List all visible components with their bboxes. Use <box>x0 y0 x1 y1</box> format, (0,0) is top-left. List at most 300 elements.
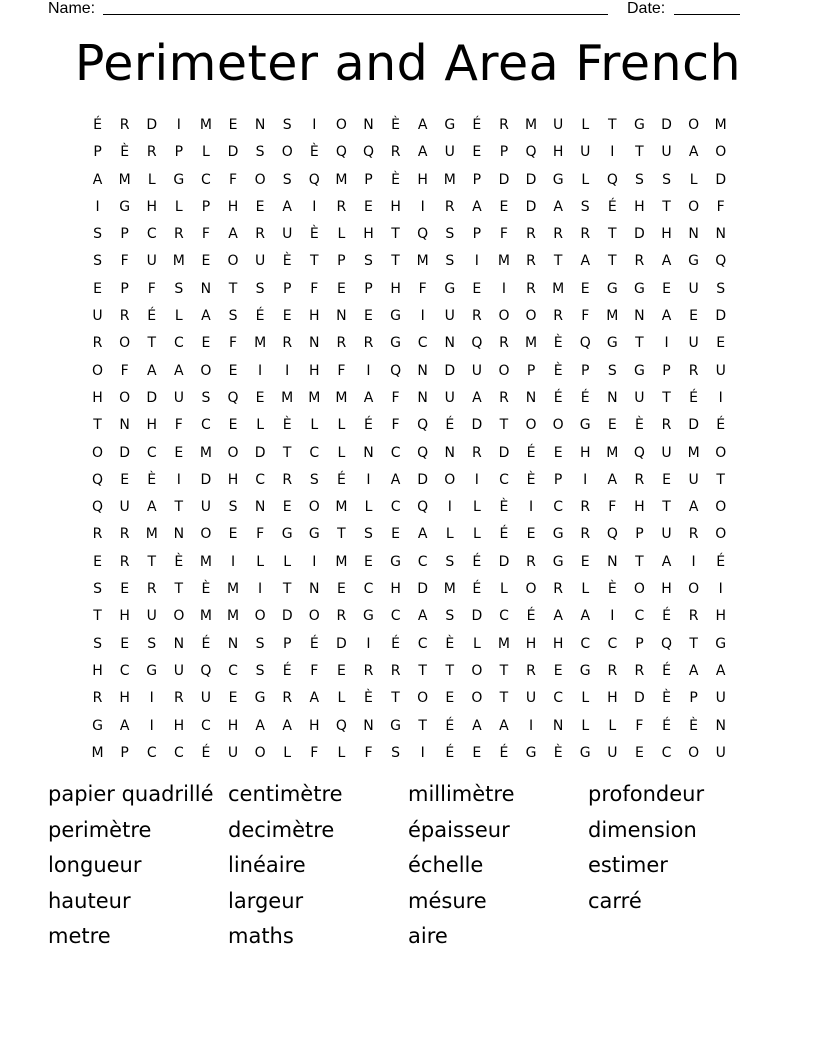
grid-letter[interactable]: P <box>282 635 292 652</box>
grid-letter[interactable]: A <box>146 499 157 516</box>
grid-letter[interactable]: T <box>499 662 509 679</box>
grid-letter[interactable]: L <box>581 581 590 598</box>
grid-letter[interactable]: F <box>174 417 183 434</box>
grid-letter[interactable]: G <box>281 526 293 543</box>
grid-letter[interactable]: O <box>308 608 320 625</box>
grid-letter[interactable]: F <box>147 280 156 297</box>
grid-letter[interactable]: P <box>472 226 482 243</box>
grid-letter[interactable]: R <box>255 226 265 243</box>
grid-letter[interactable]: C <box>390 499 401 516</box>
grid-letter[interactable]: E <box>553 444 563 461</box>
grid-letter[interactable]: Q <box>335 144 347 161</box>
grid-letter[interactable]: O <box>92 444 104 461</box>
grid-letter[interactable]: G <box>688 253 700 270</box>
grid-letter[interactable]: T <box>499 417 509 434</box>
grid-letter[interactable]: D <box>146 117 158 133</box>
grid-letter[interactable]: R <box>526 662 536 679</box>
grid-letter[interactable]: È <box>553 362 563 379</box>
grid-letter[interactable]: E <box>228 690 238 707</box>
grid-letter[interactable]: U <box>661 144 672 161</box>
grid-letter[interactable]: G <box>579 744 591 761</box>
grid-letter[interactable]: R <box>553 308 563 325</box>
grid-letter[interactable]: S <box>228 499 238 516</box>
grid-letter[interactable]: È <box>282 253 292 270</box>
grid-letter[interactable]: R <box>363 335 374 352</box>
grid-letter[interactable]: H <box>119 608 130 625</box>
grid-letter[interactable]: H <box>661 581 672 598</box>
grid-letter[interactable]: E <box>364 308 373 325</box>
grid-letter[interactable]: F <box>310 662 319 679</box>
grid-letter[interactable]: R <box>580 226 591 243</box>
grid-letter[interactable]: P <box>581 362 590 379</box>
grid-letter[interactable]: H <box>92 662 103 679</box>
grid-letter[interactable]: U <box>661 526 672 543</box>
grid-letter[interactable]: I <box>149 717 154 734</box>
grid-letter[interactable]: Q <box>471 335 483 352</box>
grid-letter[interactable]: P <box>526 362 536 379</box>
grid-letter[interactable]: U <box>661 444 672 461</box>
grid-letter[interactable]: G <box>390 553 401 570</box>
grid-letter[interactable]: E <box>228 117 238 133</box>
grid-letter[interactable]: I <box>501 280 507 297</box>
grid-letter[interactable]: É <box>255 308 265 325</box>
grid-letter[interactable]: U <box>200 499 212 516</box>
grid-letter[interactable]: U <box>444 144 455 161</box>
grid-letter[interactable]: Q <box>417 499 429 516</box>
grid-letter[interactable]: O <box>119 335 131 352</box>
grid-letter[interactable]: R <box>471 308 482 325</box>
grid-letter[interactable]: E <box>255 198 265 215</box>
grid-letter[interactable]: O <box>471 662 483 679</box>
grid-letter[interactable]: E <box>336 662 346 679</box>
grid-letter[interactable]: R <box>526 553 536 570</box>
grid-letter[interactable]: F <box>391 389 400 406</box>
grid-letter[interactable]: A <box>607 471 618 488</box>
grid-letter[interactable]: C <box>390 608 401 625</box>
grid-letter[interactable]: I <box>149 690 154 707</box>
grid-letter[interactable]: D <box>688 417 699 434</box>
grid-letter[interactable]: S <box>93 226 102 243</box>
grid-letter[interactable]: I <box>285 362 290 379</box>
grid-letter[interactable]: M <box>443 581 456 598</box>
grid-letter[interactable]: H <box>173 717 185 734</box>
grid-letter[interactable]: R <box>336 608 347 625</box>
grid-letter[interactable]: H <box>715 608 726 625</box>
grid-letter[interactable]: T <box>662 198 671 215</box>
grid-letter[interactable]: A <box>472 198 482 215</box>
grid-letter[interactable]: D <box>634 226 645 243</box>
grid-letter[interactable]: O <box>715 444 727 461</box>
grid-letter[interactable]: M <box>145 526 158 543</box>
grid-letter[interactable]: I <box>583 471 588 488</box>
grid-letter[interactable]: Q <box>92 499 104 516</box>
grid-letter[interactable]: L <box>581 690 590 707</box>
grid-letter[interactable]: D <box>281 608 293 625</box>
grid-letter[interactable]: R <box>336 198 347 215</box>
grid-letter[interactable]: N <box>309 335 320 352</box>
grid-letter[interactable]: F <box>608 499 617 516</box>
grid-letter[interactable]: M <box>199 444 212 461</box>
grid-letter[interactable]: È <box>553 744 563 761</box>
grid-letter[interactable]: É <box>445 417 455 434</box>
grid-letter[interactable]: A <box>580 608 591 625</box>
grid-letter[interactable]: H <box>390 581 401 598</box>
grid-letter[interactable]: F <box>635 717 644 734</box>
grid-letter[interactable]: U <box>688 471 699 488</box>
grid-letter[interactable]: C <box>417 335 428 352</box>
grid-letter[interactable]: C <box>553 690 564 707</box>
grid-letter[interactable]: O <box>308 499 320 516</box>
grid-letter[interactable]: R <box>119 553 130 570</box>
grid-letter[interactable]: O <box>498 308 510 325</box>
grid-letter[interactable]: A <box>255 717 265 734</box>
grid-letter[interactable]: F <box>716 198 725 215</box>
grid-letter[interactable]: F <box>364 744 373 761</box>
grid-letter[interactable]: I <box>312 117 317 133</box>
grid-letter[interactable]: E <box>716 335 726 352</box>
grid-letter[interactable]: T <box>553 253 563 270</box>
grid-letter[interactable]: G <box>363 608 374 625</box>
grid-letter[interactable]: O <box>688 117 700 133</box>
grid-letter[interactable]: A <box>228 226 238 243</box>
grid-letter[interactable]: U <box>715 362 726 379</box>
grid-letter[interactable]: P <box>662 362 671 379</box>
grid-letter[interactable]: M <box>525 117 538 133</box>
grid-letter[interactable]: É <box>553 389 563 406</box>
grid-letter[interactable]: C <box>390 444 401 461</box>
grid-letter[interactable]: N <box>254 499 266 516</box>
grid-letter[interactable]: E <box>201 253 211 270</box>
grid-letter[interactable]: L <box>581 171 590 188</box>
grid-letter[interactable]: S <box>255 662 265 679</box>
grid-letter[interactable]: É <box>472 553 482 570</box>
grid-letter[interactable]: A <box>688 499 699 516</box>
grid-letter[interactable]: T <box>93 417 102 434</box>
grid-letter[interactable]: É <box>282 662 292 679</box>
grid-letter[interactable]: H <box>390 280 401 297</box>
grid-letter[interactable]: F <box>310 280 319 297</box>
grid-letter[interactable]: I <box>420 198 425 215</box>
grid-letter[interactable]: M <box>525 335 538 352</box>
grid-letter[interactable]: O <box>715 499 727 516</box>
grid-letter[interactable]: R <box>688 362 699 379</box>
grid-letter[interactable]: G <box>146 662 158 679</box>
grid-letter[interactable]: L <box>337 417 346 434</box>
grid-letter[interactable]: R <box>553 581 563 598</box>
grid-letter[interactable]: R <box>119 117 130 133</box>
grid-letter[interactable]: I <box>610 608 615 625</box>
grid-letter[interactable]: O <box>715 144 727 161</box>
grid-letter[interactable]: É <box>445 717 455 734</box>
grid-letter[interactable]: U <box>715 690 726 707</box>
grid-letter[interactable]: L <box>174 308 183 325</box>
grid-letter[interactable]: H <box>579 444 591 461</box>
grid-letter[interactable]: P <box>120 280 129 297</box>
grid-letter[interactable]: C <box>634 608 645 625</box>
grid-letter[interactable]: A <box>174 362 184 379</box>
grid-letter[interactable]: G <box>715 635 727 652</box>
grid-letter[interactable]: L <box>337 226 346 243</box>
grid-letter[interactable]: C <box>201 171 211 188</box>
grid-letter[interactable]: È <box>391 171 400 188</box>
grid-letter[interactable]: U <box>227 744 239 761</box>
grid-letter[interactable]: E <box>282 308 292 325</box>
grid-letter[interactable]: A <box>363 389 374 406</box>
grid-letter[interactable]: D <box>417 471 429 488</box>
grid-letter[interactable]: N <box>173 635 185 652</box>
grid-letter[interactable]: É <box>689 389 699 406</box>
grid-letter[interactable]: P <box>553 471 563 488</box>
grid-letter[interactable]: E <box>228 526 238 543</box>
grid-letter[interactable]: A <box>201 308 211 325</box>
grid-letter[interactable]: C <box>173 744 184 761</box>
grid-letter[interactable]: C <box>146 444 157 461</box>
grid-letter[interactable]: N <box>444 444 455 461</box>
grid-letter[interactable]: M <box>281 389 294 406</box>
grid-letter[interactable]: T <box>608 117 617 133</box>
grid-letter[interactable]: F <box>228 171 238 188</box>
grid-letter[interactable]: Q <box>390 362 402 379</box>
grid-letter[interactable]: T <box>391 253 400 270</box>
grid-letter[interactable]: L <box>256 417 265 434</box>
grid-letter[interactable]: I <box>366 635 371 652</box>
grid-letter[interactable]: H <box>525 635 537 652</box>
grid-letter[interactable]: L <box>256 553 265 570</box>
grid-letter[interactable]: U <box>146 608 157 625</box>
grid-letter[interactable]: É <box>201 744 211 761</box>
grid-letter[interactable]: I <box>258 581 263 598</box>
grid-letter[interactable]: O <box>715 526 727 543</box>
grid-letter[interactable]: É <box>662 662 671 679</box>
grid-letter[interactable]: T <box>391 226 400 243</box>
grid-letter[interactable]: G <box>390 308 401 325</box>
grid-letter[interactable]: P <box>282 280 292 297</box>
grid-letter[interactable]: R <box>553 226 563 243</box>
grid-letter[interactable]: E <box>472 744 482 761</box>
grid-letter[interactable]: D <box>444 362 456 379</box>
grid-letter[interactable]: M <box>714 117 727 133</box>
grid-letter[interactable]: R <box>92 690 103 707</box>
grid-letter[interactable]: I <box>312 553 317 570</box>
grid-letter[interactable]: È <box>201 581 211 598</box>
grid-letter[interactable]: N <box>417 362 428 379</box>
grid-letter[interactable]: G <box>254 690 266 707</box>
grid-letter[interactable]: A <box>417 526 428 543</box>
grid-letter[interactable]: D <box>227 144 239 161</box>
grid-letter[interactable]: D <box>471 417 483 434</box>
grid-letter[interactable]: S <box>282 117 292 133</box>
grid-letter[interactable]: O <box>335 117 347 133</box>
grid-letter[interactable]: R <box>390 662 401 679</box>
grid-letter[interactable]: E <box>255 389 265 406</box>
grid-letter[interactable]: R <box>282 471 293 488</box>
grid-letter[interactable]: H <box>417 171 428 188</box>
grid-letter[interactable]: A <box>417 608 428 625</box>
grid-letter[interactable]: È <box>120 144 130 161</box>
grid-letter[interactable]: È <box>174 553 184 570</box>
grid-letter[interactable]: R <box>146 581 157 598</box>
grid-letter[interactable]: M <box>254 335 267 352</box>
grid-letter[interactable]: È <box>309 144 319 161</box>
grid-letter[interactable]: A <box>715 662 726 679</box>
grid-letter[interactable]: T <box>689 635 698 652</box>
grid-letter[interactable]: È <box>499 499 509 516</box>
grid-letter[interactable]: G <box>390 335 401 352</box>
grid-letter[interactable]: U <box>146 253 157 270</box>
grid-letter[interactable]: C <box>119 662 130 679</box>
grid-letter[interactable]: É <box>391 635 400 652</box>
grid-letter[interactable]: R <box>661 417 672 434</box>
grid-letter[interactable]: T <box>337 526 346 543</box>
grid-letter[interactable]: F <box>499 226 508 243</box>
grid-letter[interactable]: L <box>337 744 346 761</box>
grid-letter[interactable]: S <box>607 362 617 379</box>
grid-letter[interactable]: C <box>201 717 211 734</box>
grid-letter[interactable]: A <box>92 171 103 188</box>
grid-letter[interactable]: A <box>553 198 563 215</box>
grid-letter[interactable]: É <box>716 417 726 434</box>
grid-letter[interactable]: R <box>634 662 645 679</box>
grid-letter[interactable]: H <box>227 471 239 488</box>
grid-letter[interactable]: D <box>119 444 131 461</box>
grid-letter[interactable]: O <box>525 308 537 325</box>
grid-letter[interactable]: S <box>147 635 157 652</box>
grid-letter[interactable]: D <box>498 444 510 461</box>
grid-letter[interactable]: N <box>715 717 726 734</box>
grid-letter[interactable]: D <box>254 444 266 461</box>
grid-letter[interactable]: A <box>688 144 699 161</box>
grid-letter[interactable]: F <box>581 308 590 325</box>
grid-letter[interactable]: T <box>608 253 617 270</box>
grid-letter[interactable]: U <box>688 280 699 297</box>
grid-letter[interactable]: O <box>633 581 645 598</box>
grid-letter[interactable]: L <box>174 198 183 215</box>
grid-letter[interactable]: É <box>364 417 373 434</box>
grid-letter[interactable]: R <box>444 198 455 215</box>
grid-letter[interactable]: I <box>176 117 181 133</box>
grid-letter[interactable]: É <box>716 553 726 570</box>
grid-letter[interactable]: H <box>119 690 130 707</box>
grid-letter[interactable]: M <box>687 444 700 461</box>
grid-letter[interactable]: É <box>336 471 346 488</box>
grid-letter[interactable]: S <box>93 253 102 270</box>
grid-letter[interactable]: G <box>579 662 591 679</box>
grid-letter[interactable]: M <box>606 444 619 461</box>
grid-letter[interactable]: D <box>498 553 510 570</box>
grid-letter[interactable]: I <box>366 362 371 379</box>
grid-letter[interactable]: M <box>226 608 240 625</box>
grid-letter[interactable]: U <box>444 308 455 325</box>
grid-letter[interactable]: F <box>120 253 129 270</box>
grid-letter[interactable]: P <box>120 744 129 761</box>
grid-letter[interactable]: I <box>258 362 263 379</box>
grid-letter[interactable]: S <box>716 280 726 297</box>
grid-letter[interactable]: A <box>661 308 672 325</box>
grid-letter[interactable]: É <box>526 444 536 461</box>
grid-letter[interactable]: É <box>499 526 509 543</box>
grid-letter[interactable]: E <box>120 635 130 652</box>
grid-letter[interactable]: P <box>472 171 482 188</box>
grid-letter[interactable]: E <box>662 471 671 488</box>
grid-letter[interactable]: N <box>309 581 320 598</box>
grid-letter[interactable]: É <box>472 117 482 133</box>
grid-letter[interactable]: N <box>715 226 726 243</box>
grid-letter[interactable]: I <box>366 471 371 488</box>
grid-letter[interactable]: A <box>472 389 482 406</box>
grid-letter[interactable]: T <box>228 280 238 297</box>
grid-letter[interactable]: I <box>230 553 236 570</box>
grid-letter[interactable]: Q <box>308 171 320 188</box>
grid-letter[interactable]: A <box>688 662 699 679</box>
grid-letter[interactable]: P <box>635 635 644 652</box>
grid-letter[interactable]: O <box>173 608 185 625</box>
grid-letter[interactable]: A <box>499 717 509 734</box>
grid-letter[interactable]: H <box>634 198 645 215</box>
grid-letter[interactable]: G <box>444 280 456 297</box>
grid-letter[interactable]: F <box>120 362 129 379</box>
grid-letter[interactable]: T <box>93 608 102 625</box>
grid-letter[interactable]: G <box>579 417 591 434</box>
grid-letter[interactable]: N <box>173 526 185 543</box>
grid-letter[interactable]: E <box>336 280 346 297</box>
grid-letter[interactable]: R <box>282 690 293 707</box>
grid-letter[interactable]: N <box>363 117 374 133</box>
grid-letter[interactable]: I <box>474 471 479 488</box>
grid-letter[interactable]: P <box>120 226 129 243</box>
grid-letter[interactable]: L <box>445 526 454 543</box>
grid-letter[interactable]: P <box>174 144 184 161</box>
grid-letter[interactable]: U <box>254 253 266 270</box>
grid-letter[interactable]: A <box>580 253 591 270</box>
grid-letter[interactable]: C <box>146 226 157 243</box>
grid-letter[interactable]: P <box>364 280 373 297</box>
grid-letter[interactable]: S <box>445 253 455 270</box>
grid-letter[interactable]: P <box>93 144 102 161</box>
grid-letter[interactable]: R <box>119 308 130 325</box>
grid-letter[interactable]: D <box>525 171 537 188</box>
grid-letter[interactable]: O <box>471 690 483 707</box>
grid-letter[interactable]: A <box>390 471 401 488</box>
grid-letter[interactable]: M <box>199 117 212 133</box>
grid-letter[interactable]: O <box>552 417 564 434</box>
grid-letter[interactable]: D <box>200 471 212 488</box>
grid-letter[interactable]: Q <box>227 389 239 406</box>
grid-letter[interactable]: F <box>418 280 427 297</box>
grid-letter[interactable]: T <box>716 471 725 488</box>
grid-letter[interactable]: R <box>282 335 293 352</box>
grid-letter[interactable]: T <box>174 581 184 598</box>
grid-letter[interactable]: U <box>119 499 130 516</box>
grid-letter[interactable]: S <box>255 280 265 297</box>
grid-letter[interactable]: C <box>661 744 672 761</box>
grid-letter[interactable]: H <box>634 499 645 516</box>
grid-letter[interactable]: O <box>254 171 266 188</box>
grid-letter[interactable]: S <box>445 608 455 625</box>
grid-letter[interactable]: É <box>607 198 617 215</box>
grid-letter[interactable]: G <box>606 335 618 352</box>
grid-letter[interactable]: S <box>228 308 238 325</box>
grid-letter[interactable]: O <box>227 253 239 270</box>
grid-letter[interactable]: C <box>499 608 509 625</box>
grid-letter[interactable]: C <box>553 499 564 516</box>
grid-letter[interactable]: O <box>254 744 266 761</box>
grid-letter[interactable]: E <box>499 198 509 215</box>
grid-letter[interactable]: T <box>608 226 617 243</box>
grid-letter[interactable]: M <box>497 253 510 270</box>
grid-letter[interactable]: R <box>634 253 645 270</box>
grid-letter[interactable]: U <box>173 662 184 679</box>
grid-letter[interactable]: N <box>444 335 455 352</box>
